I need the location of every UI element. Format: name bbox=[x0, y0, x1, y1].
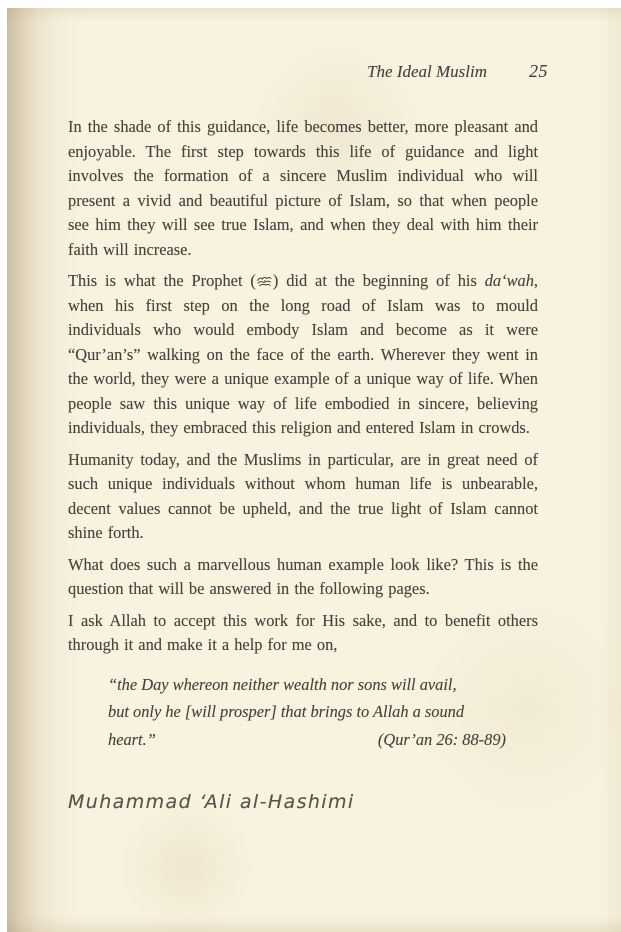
author-signature: Muhammad ‘Ali al-Hashimi bbox=[68, 791, 355, 813]
paragraph-5: I ask Allah to accept this work for His sake, and to benefit others through it and make it a help for me on, bbox=[68, 610, 538, 654]
paragraph-2 bbox=[68, 269, 538, 441]
quran-quote-block bbox=[108, 671, 506, 754]
paragraph-2-italic-term: da‘wah bbox=[484, 271, 534, 290]
paragraph-2-rest: , when his first step on the long road of Islam was to mould individuals who would embody Islam and become as it were “Qur’an’s” walking on the face of the earth. Wherever they went in the world, they were a unique example of a unique way of life. When people saw this unique way of life embodied in sincere, believing individuals, they embraced this religion and entered Islam in crowds. bbox=[68, 271, 538, 437]
page-content bbox=[68, 8, 548, 813]
quote-line-3-text: heart.” bbox=[108, 729, 156, 749]
body-text bbox=[68, 115, 538, 813]
page-number: 25 bbox=[529, 61, 548, 81]
quote-line-3 bbox=[108, 726, 506, 754]
book-page-scan bbox=[7, 8, 621, 932]
quote-citation: (Qur’an 26: 88-89) bbox=[377, 729, 506, 749]
paragraph-3: Humanity today, and the Muslims in particular, are in great need of such unique individuals without whom human life is unbearable, decent values cannot be upheld, and the true light of Islam cannot shine forth. bbox=[68, 449, 538, 542]
book-title: The Ideal Muslim bbox=[367, 62, 487, 81]
paragraph-4: What does such a marvellous human example look like? This is the question that will be answered in the following pages. bbox=[68, 554, 538, 598]
prophet-honorific-icon bbox=[256, 275, 273, 288]
paragraph-2-mid: ) did at the beginning of his bbox=[272, 271, 485, 290]
quote-line-2: but only he [will prosper] that brings to Allah a sound bbox=[108, 702, 465, 721]
paragraph-1: In the shade of this guidance, life becomes better, more pleasant and enjoyable. The first step towards this life of guidance and light involves the formation of a sincere Muslim individual who will present a vivid and beautiful picture of Islam, so that when people see him they will see true Islam, and when they deal with him their faith will increase. bbox=[68, 117, 538, 259]
paragraph-2-lead: This is what the Prophet ( bbox=[68, 271, 256, 290]
running-header bbox=[68, 60, 548, 83]
quote-line-1: “the Day whereon neither wealth nor sons will avail, bbox=[108, 674, 457, 694]
